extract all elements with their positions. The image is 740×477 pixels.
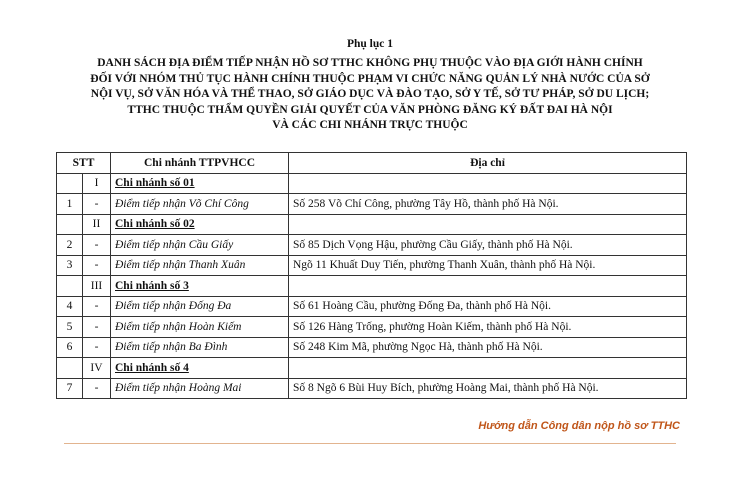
row-dash: - (83, 255, 111, 276)
row-stt: 2 (57, 235, 83, 256)
header-address: Địa chỉ (289, 153, 687, 174)
footer-guide-text: Hướng dẫn Công dân nộp hồ sơ TTHC (478, 420, 680, 432)
branch-roman: I (83, 173, 111, 194)
table-row (57, 235, 687, 256)
row-dash: - (83, 235, 111, 256)
row-dash: - (83, 317, 111, 338)
address: Số 126 Hàng Trống, phường Hoàn Kiếm, thành phố Hà Nội. (289, 317, 687, 338)
table-row (57, 378, 687, 399)
header-branch: Chi nhánh TTPVHCC (111, 153, 289, 174)
reception-point: Điểm tiếp nhận Cầu Giấy (111, 235, 289, 256)
reception-points-table (56, 152, 687, 399)
branch-name: Chi nhánh số 02 (111, 214, 289, 235)
table-row (57, 296, 687, 317)
branch-name: Chi nhánh số 4 (111, 358, 289, 379)
title-line: ĐỐI VỚI NHÓM THỦ TỤC HÀNH CHÍNH THUỘC PHẠM VI CHỨC NĂNG QUẢN LÝ NHÀ NƯỚC CỦA SỞ (90, 72, 650, 85)
branch-row (57, 173, 687, 194)
table-row (57, 317, 687, 338)
reception-point: Điểm tiếp nhận Võ Chí Công (111, 194, 289, 215)
branch-name: Chi nhánh số 01 (111, 173, 289, 194)
table-row (57, 194, 687, 215)
table-header-row (57, 153, 687, 174)
branch-name: Chi nhánh số 3 (111, 276, 289, 297)
table-row (57, 255, 687, 276)
row-dash: - (83, 194, 111, 215)
row-dash: - (83, 378, 111, 399)
reception-point: Điểm tiếp nhận Ba Đình (111, 337, 289, 358)
row-stt: 3 (57, 255, 83, 276)
reception-point: Điểm tiếp nhận Hoàng Mai (111, 378, 289, 399)
row-stt: 5 (57, 317, 83, 338)
table-row (57, 337, 687, 358)
reception-point: Điểm tiếp nhận Hoàn Kiếm (111, 317, 289, 338)
row-dash: - (83, 337, 111, 358)
footer-divider (64, 443, 676, 444)
document-title (40, 56, 700, 134)
row-stt: 7 (57, 378, 83, 399)
header-stt: STT (57, 153, 111, 174)
reception-point: Điểm tiếp nhận Thanh Xuân (111, 255, 289, 276)
branch-row (57, 276, 687, 297)
address: Số 61 Hoàng Cầu, phường Đống Đa, thành phố Hà Nội. (289, 296, 687, 317)
row-stt: 1 (57, 194, 83, 215)
row-stt: 4 (57, 296, 83, 317)
address: Số 8 Ngõ 6 Bùi Huy Bích, phường Hoàng Mai, thành phố Hà Nội. (289, 378, 687, 399)
title-line: NỘI VỤ, SỞ VĂN HÓA VÀ THỂ THAO, SỞ GIÁO DỤC VÀ ĐÀO TẠO, SỞ Y TẾ, SỞ TƯ PHÁP, SỞ DU LỊCH; (90, 88, 650, 100)
appendix-label: Phụ lục 1 (346, 38, 393, 50)
title-line: VÀ CÁC CHI NHÁNH TRỰC THUỘC (272, 119, 468, 131)
address: Số 248 Kim Mã, phường Ngọc Hà, thành phố Hà Nội. (289, 337, 687, 358)
address: Số 258 Võ Chí Công, phường Tây Hồ, thành phố Hà Nội. (289, 194, 687, 215)
title-line: DANH SÁCH ĐỊA ĐIỂM TIẾP NHẬN HỒ SƠ TTHC KHÔNG PHỤ THUỘC VÀO ĐỊA GIỚI HÀNH CHÍNH (97, 57, 643, 69)
branch-roman: IV (83, 358, 111, 379)
row-dash: - (83, 296, 111, 317)
address: Số 85 Dịch Vọng Hậu, phường Cầu Giấy, thành phố Hà Nội. (289, 235, 687, 256)
branch-roman: II (83, 214, 111, 235)
row-stt: 6 (57, 337, 83, 358)
branch-row (57, 214, 687, 235)
reception-point: Điểm tiếp nhận Đống Đa (111, 296, 289, 317)
address: Ngõ 11 Khuất Duy Tiến, phường Thanh Xuân, thành phố Hà Nội. (289, 255, 687, 276)
branch-row (57, 358, 687, 379)
title-line: TTHC THUỘC THẨM QUYỀN GIẢI QUYẾT CỦA VĂN PHÒNG ĐĂNG KÝ ĐẤT ĐAI HÀ NỘI (127, 103, 613, 116)
branch-roman: III (83, 276, 111, 297)
